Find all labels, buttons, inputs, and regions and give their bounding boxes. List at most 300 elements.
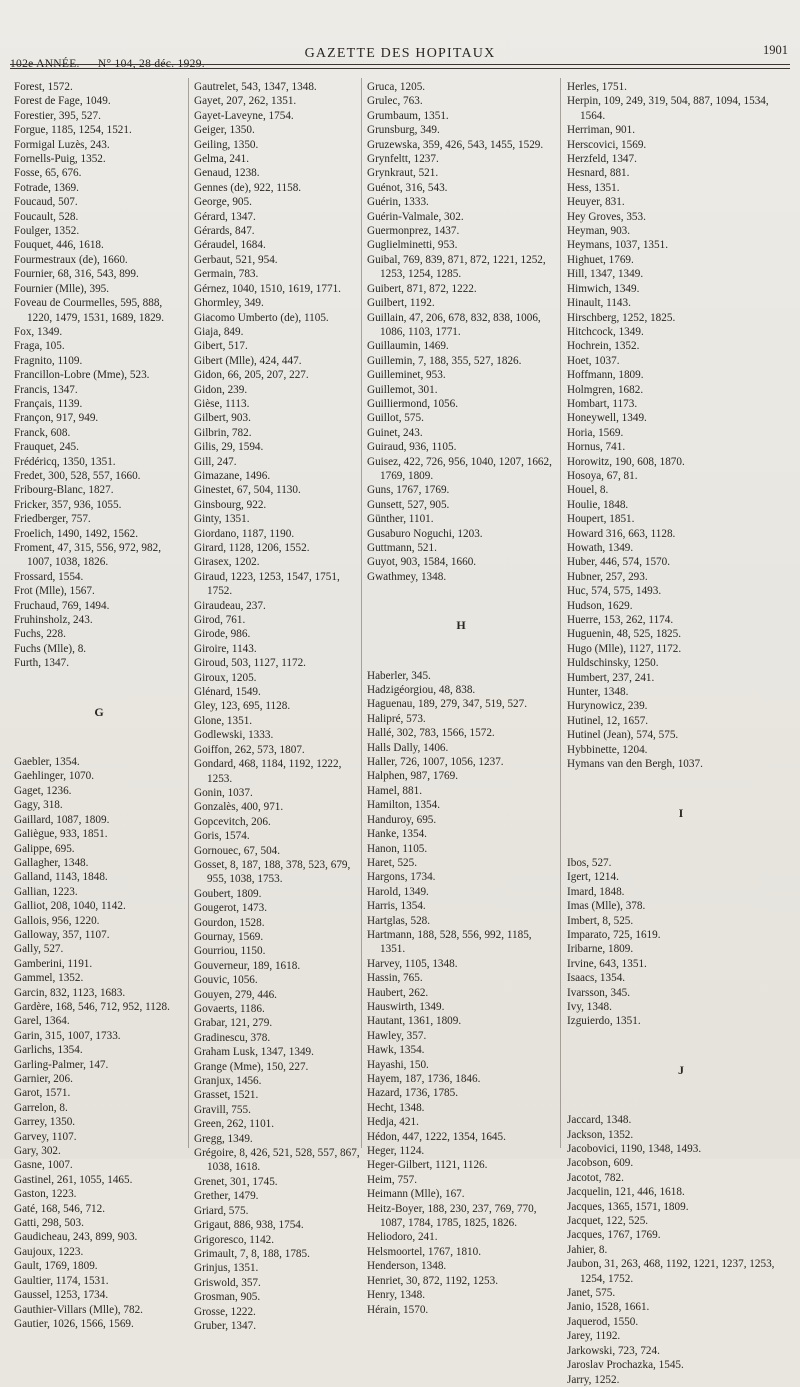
index-entry: Hadzigéorgiou, 48, 838. — [367, 684, 476, 697]
index-entry: Forgue, 1185, 1254, 1521. — [14, 124, 132, 137]
index-entry: Handuroy, 695. — [367, 813, 437, 826]
index-entry: Hayashi, 150. — [367, 1058, 429, 1071]
index-entry: Grégoire, 8, 426, 521, 528, 557, 867, 1038, 1618. — [194, 1147, 360, 1174]
index-entry: Gouverneur, 189, 1618. — [194, 959, 301, 972]
index-entry: Garin, 315, 1007, 1733. — [14, 1029, 121, 1042]
index-entry: Forestier, 395, 527. — [14, 109, 101, 122]
index-entry: Frédéricq, 1350, 1351. — [14, 455, 116, 468]
index-entry: Guermonprez, 1437. — [367, 225, 460, 238]
index-entry: Guglielminetti, 953. — [367, 239, 458, 252]
index-entry: Iribarne, 1809. — [567, 943, 634, 956]
index-entry: Ibos, 527. — [567, 856, 612, 869]
index-entry: Horowitz, 190, 608, 1870. — [567, 455, 685, 468]
index-entry: Hazard, 1736, 1785. — [367, 1087, 459, 1100]
index-entry: Hinault, 1143. — [567, 297, 631, 310]
index-entry: Izguierdo, 1351. — [567, 1015, 641, 1028]
index-entry: Honeywell, 1349. — [567, 412, 647, 425]
index-entry: Guérin-Valmale, 302. — [367, 210, 464, 223]
index-entry: Fouquet, 446, 1618. — [14, 239, 104, 252]
index-entry: Foucault, 528. — [14, 210, 79, 223]
index-entry: Foucaud, 507. — [14, 196, 78, 209]
index-entry: Fournier (Mlle), 395. — [14, 282, 110, 295]
index-column-3 — [367, 80, 555, 1317]
index-entry: Heyman, 903. — [567, 225, 631, 238]
index-entry: Gouvic, 1056. — [194, 974, 258, 987]
index-entry: Grigaut, 886, 938, 1754. — [194, 1219, 304, 1232]
index-entry: Galloway, 357, 1107. — [14, 928, 110, 941]
index-entry: Grulec, 763. — [367, 95, 423, 108]
index-entry: Hartglas, 528. — [367, 914, 431, 927]
index-entry: Fosse, 65, 676. — [14, 167, 82, 180]
index-entry: Griard, 575. — [194, 1204, 249, 1217]
index-entry: Hoffmann, 1809. — [567, 369, 644, 382]
index-entry: Grynfeltt, 1237. — [367, 153, 439, 166]
index-entry: Houlie, 1848. — [567, 498, 629, 511]
index-entry: Guénot, 316, 543. — [367, 181, 448, 194]
index-entry: Hamilton, 1354. — [367, 799, 441, 812]
index-entry: Franck, 608. — [14, 426, 71, 439]
index-entry: Jaubon, 31, 263, 468, 1192, 1221, 1237, 1253, 1254, 1752. — [567, 1258, 775, 1285]
index-entry: Hérain, 1570. — [367, 1303, 429, 1316]
index-entry: Gasne, 1007. — [14, 1159, 73, 1172]
index-entry: Gaget, 1236. — [14, 784, 72, 797]
index-entry: Hochrein, 1352. — [567, 340, 640, 353]
index-entry: Houel, 8. — [567, 484, 609, 497]
index-entry: Houpert, 1851. — [567, 513, 635, 526]
index-entry: Humbert, 237, 241. — [567, 671, 655, 684]
index-entry: Grunsburg, 349. — [367, 124, 440, 137]
index-entry: Halls Dally, 1406. — [367, 741, 449, 754]
index-entry: Gallian, 1223. — [14, 885, 78, 898]
index-entry: Fuchs (Mlle), 8. — [14, 642, 87, 655]
index-entry: Herzfeld, 1347. — [567, 153, 637, 166]
index-entry: Garcin, 832, 1123, 1683. — [14, 986, 126, 999]
index-entry: Gaehlinger, 1070. — [14, 770, 95, 783]
column-divider — [560, 78, 561, 1148]
index-entry: Gardère, 168, 546, 712, 952, 1128. — [14, 1000, 170, 1013]
index-entry: Géraudel, 1684. — [194, 239, 266, 252]
index-entry: Heuyer, 831. — [567, 196, 625, 209]
page-number: 1901 — [763, 43, 788, 57]
index-entry: Huerre, 153, 262, 1174. — [567, 614, 674, 627]
index-entry: Guérin, 1333. — [367, 196, 429, 209]
index-column-2 — [194, 80, 364, 1333]
index-entry: Grosman, 905. — [194, 1291, 261, 1304]
index-entry: Fourmestraux (de), 1660. — [14, 253, 128, 266]
index-entry: Highuet, 1769. — [567, 253, 634, 266]
index-entry: Gourriou, 1150. — [194, 945, 266, 958]
index-entry: Hédon, 447, 1222, 1354, 1645. — [367, 1130, 506, 1143]
index-entry: Giaja, 849. — [194, 325, 244, 338]
index-entry: Griswold, 357. — [194, 1276, 261, 1289]
index-entry: Hugo (Mlle), 1127, 1172. — [567, 642, 682, 655]
index-entry: Hombart, 1173. — [567, 397, 638, 410]
index-entry: Gidon, 66, 205, 207, 227. — [194, 369, 309, 382]
index-entry: Gourdon, 1528. — [194, 916, 265, 929]
index-entry: Grumbaum, 1351. — [367, 109, 449, 122]
index-entry: Himwich, 1349. — [567, 282, 640, 295]
index-entry: Hedja, 421. — [367, 1116, 419, 1129]
index-entry: Fragnito, 1109. — [14, 354, 83, 367]
index-entry: Hargons, 1734. — [367, 871, 436, 884]
index-entry: Hunter, 1348. — [567, 686, 629, 699]
index-entry: Giroire, 1143. — [194, 642, 257, 655]
index-entry: Howath, 1349. — [567, 542, 634, 554]
index-entry: Gammel, 1352. — [14, 972, 84, 985]
index-entry: Gradinescu, 378. — [194, 1031, 271, 1044]
index-entry: Jahier, 8. — [567, 1243, 608, 1256]
index-entry: Fotrade, 1369. — [14, 181, 79, 194]
index-entry: Genaud, 1238. — [194, 167, 260, 180]
index-entry: Giordano, 1187, 1190. — [194, 527, 295, 540]
index-entry: Jaccard, 1348. — [567, 1114, 632, 1127]
index-entry: Gonin, 1037. — [194, 786, 253, 799]
index-entry: Haguenau, 189, 279, 347, 519, 527. — [367, 698, 528, 711]
index-entry: Giroud, 503, 1127, 1172. — [194, 657, 306, 670]
index-entry: Henry, 1348. — [367, 1289, 425, 1302]
index-entry: Jacotot, 782. — [567, 1171, 624, 1184]
index-entry: Halphen, 987, 1769. — [367, 770, 459, 783]
index-entry: Fraga, 105. — [14, 340, 65, 353]
index-entry: Heymans, 1037, 1351. — [567, 239, 668, 252]
index-entry: Garlichs, 1354. — [14, 1044, 83, 1057]
index-entry: Gornouec, 67, 504. — [194, 844, 281, 857]
index-entry: Gougerot, 1473. — [194, 902, 268, 915]
index-entry: Gregg, 1349. — [194, 1132, 253, 1145]
index-entry: Fruchaud, 769, 1494. — [14, 599, 110, 612]
index-entry: Galliot, 208, 1040, 1142. — [14, 900, 126, 913]
index-entry: Haret, 525. — [367, 856, 418, 869]
index-entry: Girard, 1128, 1206, 1552. — [194, 542, 310, 554]
index-entry: Giacomo Umberto (de), 1105. — [194, 311, 329, 324]
index-entry: Gibert, 517. — [194, 340, 248, 353]
index-entry: Hoet, 1037. — [567, 354, 620, 367]
index-entry: Gautier, 1026, 1566, 1569. — [14, 1317, 134, 1330]
index-entry: Grosse, 1222. — [194, 1305, 256, 1318]
index-entry: Hybbinette, 1204. — [567, 743, 648, 756]
index-entry: Irvine, 643, 1351. — [567, 957, 647, 970]
index-entry: Guyot, 903, 1584, 1660. — [367, 556, 477, 569]
index-entry: Gill, 247. — [194, 455, 237, 468]
index-entry: Gennes (de), 922, 1158. — [194, 181, 302, 194]
index-entry: Guisez, 422, 726, 956, 1040, 1207, 1662, 1769, 1809. — [367, 455, 552, 482]
index-entry: Grinjus, 1351. — [194, 1262, 259, 1275]
index-entry: Jacquet, 122, 525. — [567, 1215, 649, 1228]
index-entry: Gaultier, 1174, 1531. — [14, 1274, 109, 1287]
index-entry: Hess, 1351. — [567, 181, 620, 194]
index-entry: Gaussel, 1253, 1734. — [14, 1289, 109, 1302]
index-entry: Janet, 575. — [567, 1287, 616, 1300]
index-entry: Forest, 1572. — [14, 81, 73, 93]
index-entry: Hirschberg, 1252, 1825. — [567, 311, 676, 324]
index-entry: Jaquerod, 1550. — [567, 1315, 639, 1328]
index-entry: Huc, 574, 575, 1493. — [567, 585, 662, 598]
index-entry: Herscovici, 1569. — [567, 138, 647, 151]
index-entry: Hubner, 257, 293. — [567, 570, 648, 583]
index-entry: Haberler, 345. — [367, 669, 431, 682]
index-entry: Girod, 761. — [194, 614, 246, 627]
index-entry: Grabar, 121, 279. — [194, 1017, 273, 1030]
index-entry: Fricker, 357, 936, 1055. — [14, 498, 122, 511]
index-entry: Guilliermond, 1056. — [367, 397, 459, 410]
index-entry: Guttmann, 521. — [367, 542, 437, 554]
index-entry: Gidon, 239. — [194, 383, 248, 396]
index-entry: Harold, 1349. — [367, 885, 429, 898]
index-entry: Gibert (Mlle), 424, 447. — [194, 354, 302, 367]
index-entry: Hill, 1347, 1349. — [567, 268, 644, 281]
index-entry: Guillain, 47, 206, 678, 832, 838, 1006, 1086, 1103, 1771. — [367, 311, 541, 338]
index-entry: Jacobson, 609. — [567, 1157, 634, 1170]
index-entry: Jacobovici, 1190, 1348, 1493. — [567, 1143, 702, 1155]
index-entry: Hymans van den Bergh, 1037. — [567, 758, 703, 771]
index-entry: Gunsett, 527, 905. — [367, 498, 450, 511]
index-entry: Grange (Mme), 150, 227. — [194, 1060, 309, 1073]
index-entry: Galippe, 695. — [14, 842, 75, 855]
index-column-1 — [14, 80, 184, 1331]
index-entry: Grigoresco, 1142. — [194, 1233, 275, 1246]
index-entry: Gamberini, 1191. — [14, 957, 93, 970]
index-entry: Hartmann, 188, 528, 556, 992, 1185, 1351. — [367, 928, 532, 956]
index-entry: Fornells-Puig, 1352. — [14, 153, 106, 166]
index-entry: Jarkowski, 723, 724. — [567, 1344, 660, 1357]
index-entry: Gopcevitch, 206. — [194, 815, 271, 828]
index-entry: Friedberger, 757. — [14, 513, 91, 526]
index-entry: Herles, 1751. — [567, 81, 627, 93]
index-entry: Janio, 1528, 1661. — [567, 1301, 650, 1314]
index-entry: Gruber, 1347. — [194, 1319, 257, 1332]
index-entry: Howard 316, 663, 1128. — [567, 527, 676, 540]
index-entry: Francis, 1347. — [14, 383, 78, 396]
index-entry: Imparato, 725, 1619. — [567, 928, 661, 941]
index-entry: Haubert, 262. — [367, 986, 429, 999]
index-entry: Horia, 1569. — [567, 426, 624, 439]
index-entry: Ghormley, 349. — [194, 297, 264, 310]
index-entry: Gonzalès, 400, 971. — [194, 801, 284, 814]
index-entry: Fuchs, 228. — [14, 628, 66, 641]
index-entry: Huldschinsky, 1250. — [567, 657, 659, 670]
index-entry: Ivarsson, 345. — [567, 986, 631, 999]
index-entry: Graham Lusk, 1347, 1349. — [194, 1046, 314, 1059]
index-entry: Frossard, 1554. — [14, 570, 84, 583]
index-entry: Grynkraut, 521. — [367, 167, 439, 180]
index-entry: Foveau de Courmelles, 595, 888, 1220, 1479, 1531, 1689, 1829. — [14, 297, 165, 324]
index-entry: George, 905. — [194, 196, 252, 209]
index-entry: Gallois, 956, 1220. — [14, 914, 100, 927]
index-entry: Galiègue, 933, 1851. — [14, 828, 108, 841]
index-entry: Jacques, 1767, 1769. — [567, 1229, 661, 1242]
index-entry: Geiger, 1350. — [194, 124, 255, 137]
index-entry: Guibal, 769, 839, 871, 872, 1221, 1252, 1253, 1254, 1285. — [367, 253, 546, 281]
index-entry: Hanon, 1105. — [367, 842, 428, 855]
index-entry: Hautant, 1361, 1809. — [367, 1015, 462, 1028]
index-entry: Huber, 446, 574, 1570. — [567, 556, 671, 569]
index-entry: Gimazane, 1496. — [194, 469, 271, 482]
index-entry: Guinet, 243. — [367, 426, 423, 439]
index-entry: Holmgren, 1682. — [567, 383, 644, 396]
index-entry: Gruzewska, 359, 426, 543, 1455, 1529. — [367, 138, 544, 151]
index-entry: Jackson, 1352. — [567, 1128, 634, 1141]
index-entry: Formigal Luzès, 243. — [14, 138, 110, 151]
index-entry: Gagy, 318. — [14, 799, 63, 812]
index-entry: Gallagher, 1348. — [14, 856, 89, 869]
index-entry: Gaebler, 1354. — [14, 756, 80, 769]
index-entry: Ginestet, 67, 504, 1130. — [194, 484, 301, 497]
index-entry: Guilleminet, 953. — [367, 369, 446, 382]
index-entry: Gondard, 468, 1184, 1192, 1222, 1253. — [194, 758, 342, 785]
index-entry: Jacquelin, 121, 446, 1618. — [567, 1186, 685, 1199]
index-entry: Frot (Mlle), 1567. — [14, 585, 95, 598]
index-entry: Huguenin, 48, 525, 1825. — [567, 628, 682, 641]
index-entry: Hawley, 357. — [367, 1029, 427, 1042]
index-entry: Geiling, 1350. — [194, 138, 259, 151]
index-entry: Françon, 917, 949. — [14, 412, 99, 425]
index-entry: Giroux, 1205. — [194, 671, 257, 684]
index-entry: Gilbert, 903. — [194, 412, 251, 425]
index-entry: Giraudeau, 237. — [194, 599, 266, 612]
index-entry: Guibert, 871, 872, 1222. — [367, 282, 477, 295]
index-entry: Gwathmey, 1348. — [367, 570, 447, 583]
index-entry: Hornus, 741. — [567, 441, 626, 454]
section-letter: H — [456, 618, 466, 633]
index-entry: Guillemot, 301. — [367, 383, 438, 396]
index-entry: Henriet, 30, 872, 1192, 1253. — [367, 1274, 499, 1287]
index-entry: Helsmoortel, 1767, 1810. — [367, 1245, 482, 1258]
index-entry: Froment, 47, 315, 556, 972, 982, 1007, 1038, 1826. — [14, 542, 161, 569]
index-entry: Günther, 1101. — [367, 513, 434, 526]
index-entry: Germain, 783. — [194, 268, 259, 281]
index-entry: Fribourg-Blanc, 1827. — [14, 484, 114, 497]
issue-line: 102e ANNÉE. — N° 104, 28 déc. 1929. — [10, 58, 205, 70]
index-entry: Grasset, 1521. — [194, 1089, 259, 1102]
index-entry: Isaacs, 1354. — [567, 972, 626, 985]
index-entry: Fournier, 68, 316, 543, 899. — [14, 268, 139, 281]
index-entry: Gatti, 298, 503. — [14, 1217, 84, 1230]
index-entry: Foulger, 1352. — [14, 225, 80, 238]
index-entry: Garrey, 1350. — [14, 1116, 76, 1129]
index-entry: Gelma, 241. — [194, 153, 249, 166]
index-entry: Gaillard, 1087, 1809. — [14, 813, 110, 826]
index-entry: Gaujoux, 1223. — [14, 1245, 84, 1258]
index-entry: Halipré, 573. — [367, 712, 426, 725]
index-entry: Guillemin, 7, 188, 355, 527, 1826. — [367, 354, 522, 367]
index-entry: Granjux, 1456. — [194, 1075, 262, 1088]
index-entry: Herriman, 901. — [567, 124, 636, 137]
index-entry: Gilis, 29, 1594. — [194, 441, 264, 454]
index-entry: Godlewski, 1333. — [194, 729, 274, 742]
index-entry: Grimault, 7, 8, 188, 1785. — [194, 1247, 310, 1260]
index-entry: Girode, 986. — [194, 628, 251, 641]
index-entry: Heim, 757. — [367, 1173, 418, 1186]
index-entry: Heitz-Boyer, 188, 230, 237, 769, 770, 1087, 1784, 1785, 1825, 1826. — [367, 1202, 537, 1230]
index-entry: Jarry, 1252. — [567, 1373, 620, 1386]
index-entry: Gerbaut, 521, 954. — [194, 253, 278, 266]
index-entry: Hecht, 1348. — [367, 1101, 425, 1114]
index-entry: Jarey, 1192. — [567, 1330, 621, 1343]
index-entry: Girasex, 1202. — [194, 556, 260, 569]
index-entry: Froelich, 1490, 1492, 1562. — [14, 527, 138, 540]
header-rule-top — [10, 64, 790, 65]
index-entry: Gauthier-Villars (Mlle), 782. — [14, 1303, 143, 1316]
index-entry: Hudson, 1629. — [567, 599, 633, 612]
index-entry: Gaté, 168, 546, 712. — [14, 1202, 106, 1215]
index-entry: Gièse, 1113. — [194, 397, 250, 410]
index-entry: Gley, 123, 695, 1128. — [194, 700, 291, 713]
index-entry: Hamel, 881. — [367, 784, 422, 797]
index-entry: Fruhinsholz, 243. — [14, 614, 93, 627]
index-entry: Gérnez, 1040, 1510, 1619, 1771. — [194, 282, 341, 295]
index-entry: Gravill, 755. — [194, 1103, 251, 1116]
index-entry: Garot, 1571. — [14, 1087, 71, 1100]
index-entry: Français, 1139. — [14, 397, 83, 410]
index-entry: Imard, 1848. — [567, 885, 625, 898]
index-entry: Gosset, 8, 187, 188, 378, 523, 679, 955, 1038, 1753. — [194, 858, 351, 886]
index-entry: Francillon-Lobre (Mme), 523. — [14, 369, 150, 382]
index-entry: Furth, 1347. — [14, 657, 70, 670]
header-rule-bottom — [10, 68, 790, 69]
index-entry: Haller, 726, 1007, 1056, 1237. — [367, 756, 504, 769]
index-entry: Forest de Fage, 1049. — [14, 95, 111, 108]
index-entry: Green, 262, 1101. — [194, 1118, 275, 1131]
index-entry: Hurynowicz, 239. — [567, 700, 648, 713]
index-entry: Hey Groves, 353. — [567, 210, 646, 223]
index-entry: Fox, 1349. — [14, 325, 63, 338]
index-entry: Grether, 1479. — [194, 1190, 259, 1203]
index-entry: Hayem, 187, 1736, 1846. — [367, 1073, 481, 1085]
index-entry: Heimann (Mlle), 167. — [367, 1188, 465, 1201]
index-entry: Gastinel, 261, 1055, 1465. — [14, 1173, 133, 1186]
index-entry: Gilbrin, 782. — [194, 426, 252, 439]
index-entry: Igert, 1214. — [567, 871, 619, 884]
index-entry: Henderson, 1348. — [367, 1260, 447, 1273]
index-entry: Garel, 1364. — [14, 1015, 70, 1028]
index-entry: Goubert, 1809. — [194, 887, 262, 900]
section-letter: J — [678, 1062, 684, 1077]
index-entry: Ginsbourg, 922. — [194, 498, 267, 511]
index-entry: Garling-Palmer, 147. — [14, 1058, 109, 1071]
index-entry: Frauquet, 245. — [14, 441, 79, 454]
index-entry: Guiraud, 936, 1105. — [367, 441, 457, 454]
index-entry: Ginty, 1351. — [194, 513, 250, 526]
section-letter: I — [678, 805, 684, 820]
index-entry: Gautrelet, 543, 1347, 1348. — [194, 81, 317, 93]
index-entry: Guns, 1767, 1769. — [367, 484, 450, 497]
index-entry: Gaston, 1223. — [14, 1188, 77, 1201]
index-entry: Glone, 1351. — [194, 714, 253, 727]
index-entry: Grenet, 301, 1745. — [194, 1175, 278, 1188]
index-entry: Fredet, 300, 528, 557, 1660. — [14, 469, 141, 482]
index-entry: Hanke, 1354. — [367, 828, 427, 841]
index-entry: Garnier, 206. — [14, 1073, 73, 1085]
index-entry: Goris, 1574. — [194, 830, 250, 843]
index-entry: Gault, 1769, 1809. — [14, 1260, 98, 1273]
index-entry: Hesnard, 881. — [567, 167, 630, 180]
index-entry: Goiffon, 262, 573, 1807. — [194, 743, 305, 756]
index-entry: Gally, 527. — [14, 943, 64, 956]
index-entry: Jaroslav Prochazka, 1545. — [567, 1359, 684, 1372]
index-entry: Hosoya, 67, 81. — [567, 469, 638, 482]
index-entry: Hawk, 1354. — [367, 1044, 425, 1057]
index-entry: Imbert, 8, 525. — [567, 914, 634, 927]
index-entry: Gusaburo Noguchi, 1203. — [367, 527, 483, 540]
index-entry: Glénard, 1549. — [194, 686, 261, 699]
index-entry: Heliodoro, 241. — [367, 1231, 438, 1244]
index-entry: Giraud, 1223, 1253, 1547, 1751, 1752. — [194, 570, 340, 598]
index-entry: Heger, 1124. — [367, 1145, 425, 1158]
index-entry: Gournay, 1569. — [194, 930, 264, 943]
index-entry: Herpin, 109, 249, 319, 504, 887, 1094, 1534, 1564. — [567, 95, 769, 122]
index-entry: Galland, 1143, 1848. — [14, 871, 108, 884]
index-entry: Gruca, 1205. — [367, 81, 426, 93]
